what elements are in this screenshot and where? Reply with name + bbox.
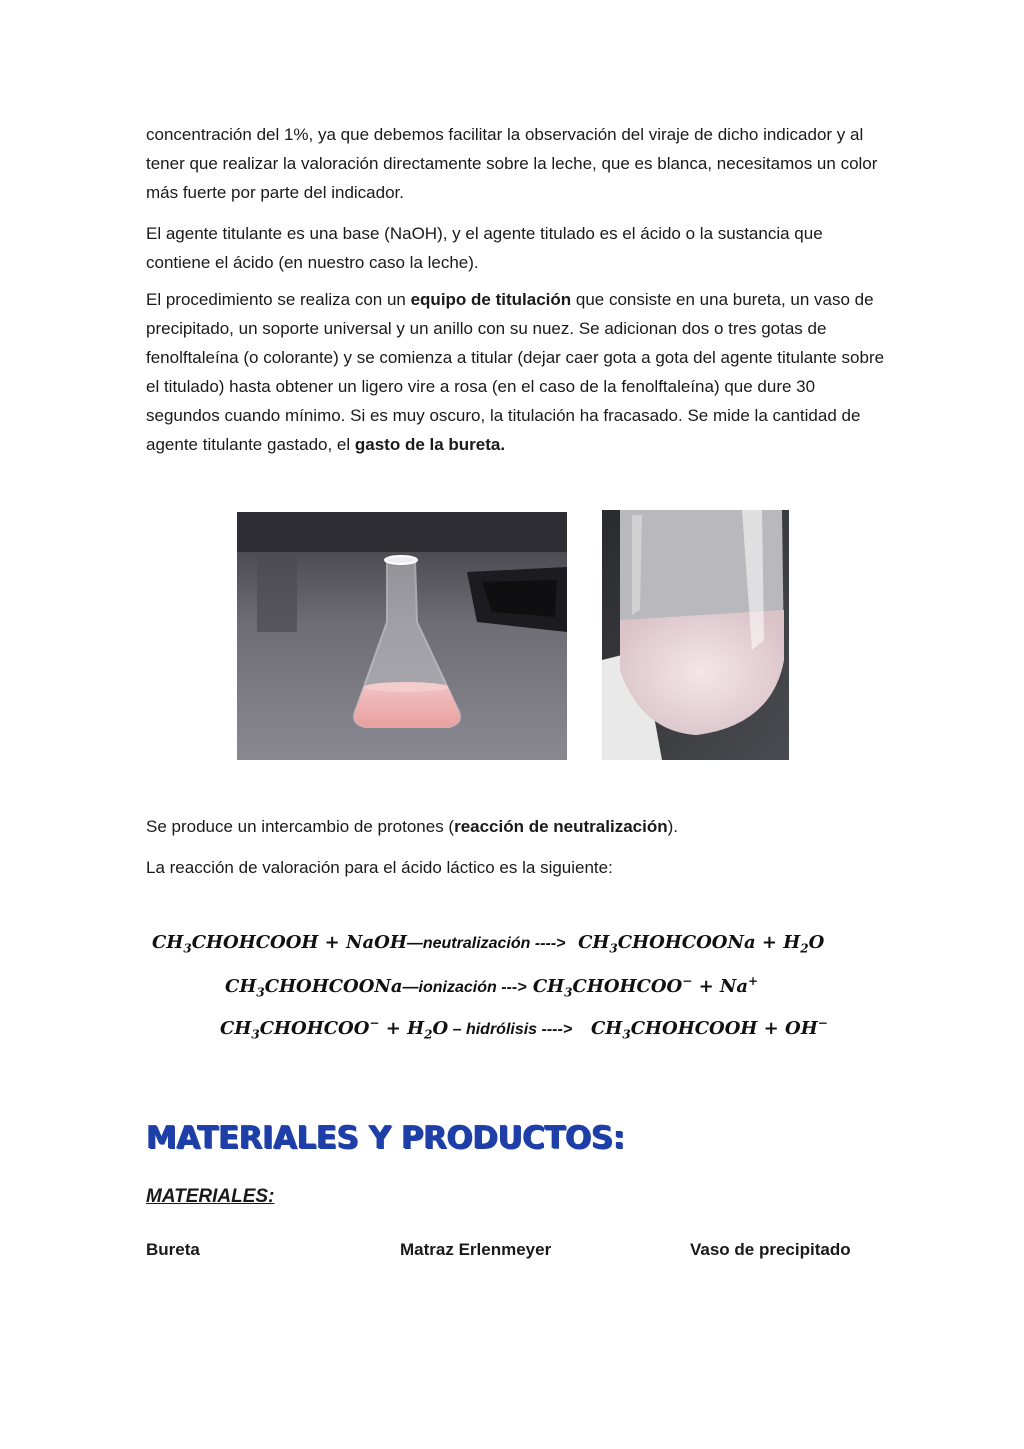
- eq3-subscript: 3: [251, 1027, 260, 1042]
- paragraph-reaction-intro: La reacción de valoración para el ácido láctico es la siguiente:: [146, 858, 613, 877]
- equation-hydrolysis: [220, 1016, 828, 1042]
- paragraph-procedure: [146, 285, 886, 459]
- eq1-term: O: [808, 932, 825, 953]
- eq2-superscript: +: [748, 974, 759, 988]
- eq3-term: + H: [379, 1018, 425, 1039]
- material-item-bureta: Bureta: [146, 1240, 200, 1259]
- eq3-term: CHOHCOO: [259, 1018, 370, 1039]
- eq2-subscript: 3: [256, 985, 265, 1000]
- proton-bold-neutralization: reacción de neutralización: [454, 817, 668, 836]
- proton-text-end: ).: [667, 817, 678, 836]
- test-tube-closeup-photo: [602, 510, 789, 760]
- eq1-subscript: 2: [800, 941, 809, 956]
- eq1-term: CH: [578, 932, 610, 953]
- erlenmeyer-flask-illustration: [237, 512, 567, 760]
- eq2-subscript: 3: [564, 985, 573, 1000]
- eq3-superscript: −: [817, 1016, 828, 1030]
- eq2-term: CHOHCOO: [572, 976, 683, 997]
- eq2-term: CH: [532, 976, 565, 997]
- eq3-term: CH: [590, 1018, 623, 1039]
- procedure-text-middle: que consiste en una bureta, un vaso de precipitado, un soporte universal y un anillo con su nuez. Se adicionan dos o tres gotas de fenolftaleína (o colorante) y se comienza a titular (dejar caer gota a gota del agente titulante sobre el titulado) hasta obtener un ligero vire a rosa (en el caso de la fenolftaleína) que dure 30 segundos cuando mínimo. Si es muy oscuro, la titulación ha fracasado. Se mide la cantidad de agente titulante gastado, el: [146, 290, 885, 454]
- paragraph-indicator: concentración del 1%, ya que debemos facilitar la observación del viraje de dicho indicador y al tener que realizar la valoración directamente sobre la leche, que es blanca, necesitamos un color más fuerte por parte del indicador.: [146, 125, 878, 202]
- procedure-bold-equipment: equipo de titulación: [410, 290, 572, 309]
- eq1-term: CH: [152, 932, 184, 953]
- eq3-arrow-label: – hidrólisis ---->: [448, 1021, 573, 1038]
- eq1-term: CHOHCOOH + NaOH: [191, 932, 407, 953]
- eq2-arrow-label: —ionización --->: [402, 979, 527, 996]
- eq2-term: CHOHCOONa: [264, 976, 403, 997]
- eq3-term: O: [432, 1018, 449, 1039]
- eq3-subscript: 2: [424, 1027, 433, 1042]
- materials-subheading: MATERIALES:: [146, 1186, 275, 1207]
- paragraph-proton-exchange: [146, 812, 886, 841]
- section-title: MATERIALES Y PRODUCTOS:: [146, 1120, 625, 1156]
- procedure-text-start: El procedimiento se realiza con un: [146, 290, 411, 309]
- eq2-term: + Na: [692, 976, 749, 997]
- test-tube-illustration: [602, 510, 789, 760]
- eq1-arrow-label: —neutralización ---->: [406, 935, 566, 952]
- equation-neutralization: [152, 932, 824, 956]
- eq3-term: CHOHCOOH + OH: [630, 1018, 818, 1039]
- paragraph-agents: El agente titulante es una base (NaOH), y el agente titulado es el ácido o la sustancia que contiene el ácido (en nuestro caso la leche).: [146, 224, 823, 272]
- eq3-superscript: −: [369, 1016, 380, 1030]
- eq2-superscript: −: [682, 974, 693, 988]
- eq3-term: CH: [220, 1018, 252, 1039]
- eq1-term: CHOHCOONa + H: [617, 932, 801, 953]
- material-item-vaso: Vaso de precipitado: [690, 1240, 851, 1259]
- proton-text-start: Se produce un intercambio de protones (: [146, 817, 455, 836]
- procedure-bold-burette: gasto de la bureta.: [354, 435, 506, 454]
- erlenmeyer-flask-photo: [237, 512, 567, 760]
- material-item-matraz: Matraz Erlenmeyer: [400, 1240, 552, 1259]
- eq1-subscript: 3: [609, 941, 618, 956]
- eq2-term: CH: [225, 976, 257, 997]
- eq1-subscript: 3: [183, 941, 192, 956]
- eq3-subscript: 3: [622, 1027, 631, 1042]
- equation-ionization: [225, 974, 758, 1000]
